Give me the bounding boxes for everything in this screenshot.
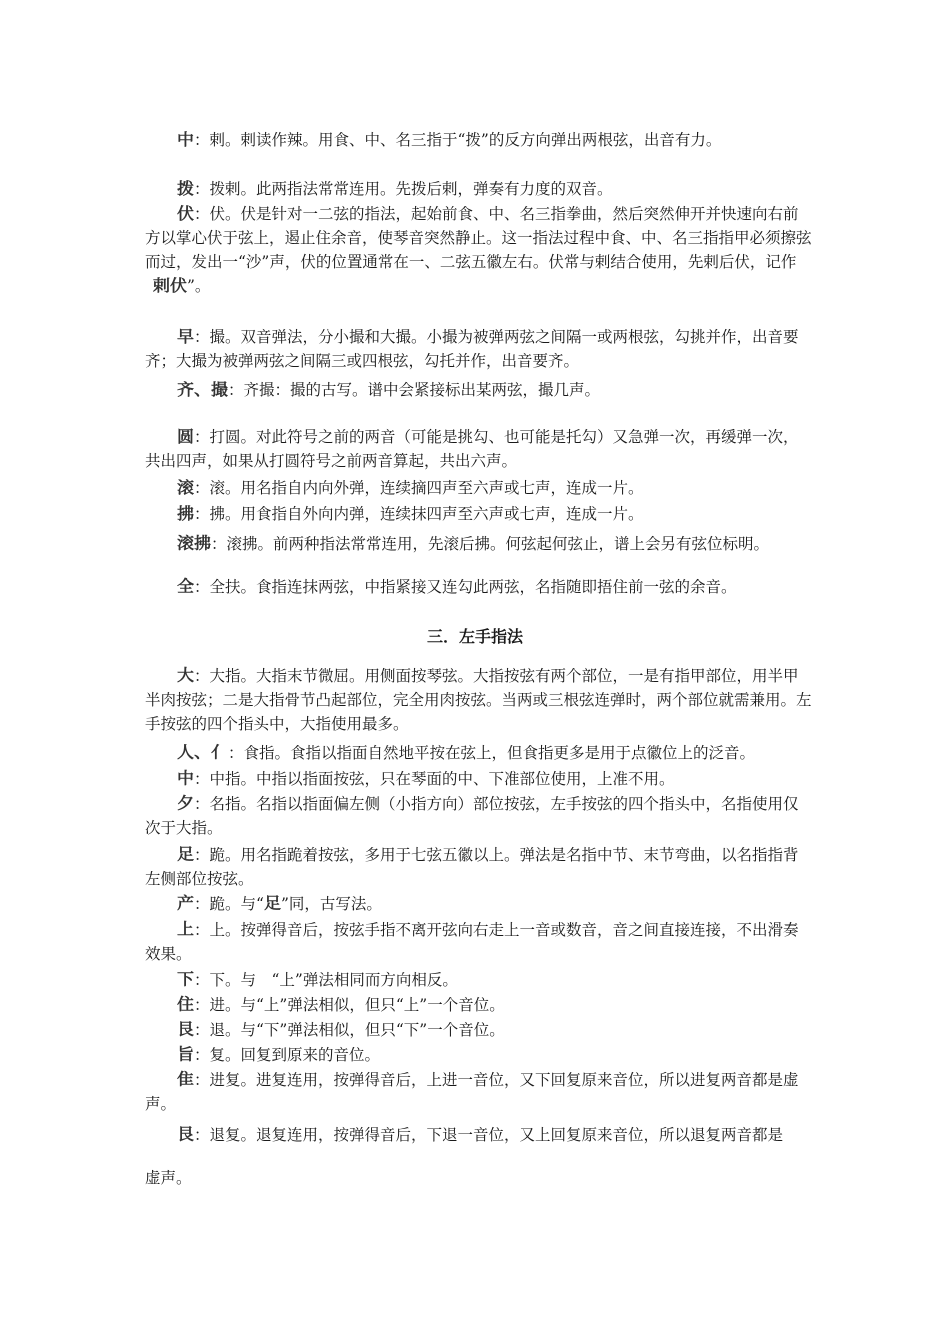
entry-kneel [145,843,813,891]
tablature-glyph: 旨 [177,1045,194,1065]
tablature-glyph: 中 [177,769,194,789]
tablature-glyph: 人、亻 [177,743,228,763]
tablature-glyph: 足 [177,845,194,865]
entry-text: ：食指。食指以指面自然地平按在弦上，但食指更多是用于点徽位上的泛音。 [228,744,756,762]
tablature-glyph: 艮 [177,1125,194,1145]
entry-text: ：退。与“下”弹法相似，但只“下”一个音位。 [194,1021,505,1039]
entry-text-tail: ”同，古写法。 [280,895,382,913]
tablature-glyph: 早 [177,327,194,347]
entry-gunfu [145,532,813,556]
tablature-glyph: 中 [177,130,194,150]
entry-index [145,741,813,765]
tablature-glyph: 大 [177,666,194,686]
entry-text: ：拂。用食指自外向内弹，连续抹四声至六声或七声，连成一片。 [194,505,644,523]
tablature-glyph: 齐、撮 [177,380,228,400]
entry-text: ：跪。与“ [194,895,264,913]
tablature-glyph: 隹 [177,1070,194,1090]
entry-dayuan [145,425,813,473]
tablature-glyph: 全 [177,577,194,597]
entry-text: ：伏。伏是针对一二弦的指法，起始前食、中、名三指拳曲，然后突然伸开并快速向右前方以掌心伏于弦上，遏止住余音，使琴音突然静止。这一指法过程中食、中、名三指指甲必须擦弦而过，发出一“沙”声，伏的位置通常在一、二弦五徽左右。伏常与剌结合使用，先剌后伏，记作 [145,205,812,271]
tablature-glyph: 伏 [177,204,194,224]
entry-text: ：名指。名指以指面偏左侧（小指方向）部位按弦，左手按弦的四个指头中，名指使用仅次于大指。 [145,795,799,837]
entry-quanfu [145,575,813,599]
tablature-glyph: 住 [177,995,194,1015]
entry-qicuo [145,378,813,402]
entry-jin [145,993,813,1017]
entry-tuifu-continued: 虚声。 [145,1169,192,1187]
entry-gun [145,476,813,500]
entry-jinfu [145,1068,813,1116]
entry-text: ：滚。用名指自内向外弹，连续摘四声至六声或七声，连成一片。 [194,479,644,497]
tablature-glyph: 拂 [177,504,194,524]
tablature-glyph: 圆 [177,427,194,447]
entry-text: ：进。与“上”弹法相似，但只“上”一个音位。 [194,996,505,1014]
entry-ring [145,792,813,840]
entry-text: ：打圆。对此符号之前的两音（可能是挑勾、也可能是托勾）又急弹一次，再缓弹一次，共出四声，如果从打圆符号之前两音算起，共出六声。 [145,428,799,470]
entry-text: ：进复。进复连用，按弹得音后，上进一音位，又下回复原来音位，所以进复两音都是虚声。 [145,1071,799,1113]
entry-text: ：滚拂。前两种指法常常连用，先滚后拂。何弦起何弦止，谱上会另有弦位标明。 [211,535,770,553]
entry-text: ：全扶。食指连抹两弦，中指紧接又连勾此两弦，名指随即捂住前一弦的余音。 [194,578,737,596]
tablature-glyph: 夕 [177,794,194,814]
entry-kneel-old [145,892,813,916]
entry-text: ：拨剌。此两指法常常连用。先拨后剌，弹奏有力度的双音。 [194,180,613,198]
tablature-glyph: 滚拂 [177,534,211,554]
entry-text: ：撮。双音弹法，分小撮和大撮。小撮为被弹两弦之间隔一或两根弦，勾挑并作，出音要齐；大撮为被弹两弦之间隔三或四根弦，勾托并作，出音要齐。 [145,328,799,370]
entry-text-tail: ”。 [187,277,211,295]
entry-fu [145,202,813,298]
tablature-glyph: 下 [177,970,194,990]
entry-text: ：跪。用名指跪着按弦，多用于七弦五徽以上。弹法是名指中节、末节弯曲，以名指指背左侧部位按弦。 [145,846,799,888]
tablature-glyph: 足 [263,894,281,914]
entry-text: ：复。回复到原来的音位。 [194,1046,381,1064]
entry-bola [145,177,813,201]
entry-xia [145,968,813,992]
entry-text: ：大指。大指末节微屈。用侧面按琴弦。大指按弦有两个部位，一是有指甲部位，用半甲半肉按弦；二是大指骨节凸起部位，完全用肉按弦。当两或三根弦连弹时，两个部位就需兼用。左手按弦的四个指头中，大指使用最多。 [145,667,812,733]
tablature-glyph: 产 [177,894,194,914]
entry-fu3 [145,1043,813,1067]
section-heading: 三．左手指法 [426,627,523,646]
entry-text: ：退复。退复连用，按弹得音后，下退一音位，又上回复原来音位，所以退复两音都是 [194,1126,784,1144]
entry-text: ：齐撮：撮的古写。谱中会紧接标出某两弦，撮几声。 [228,381,601,399]
entry-la [145,128,813,152]
tablature-glyph: 剌伏 [153,276,187,296]
entry-fu2 [145,502,813,526]
entry-text: ：下。与 “上”弹法相同而方向相反。 [194,971,458,989]
entry-cuo [145,325,813,373]
entry-tui [145,1018,813,1042]
entry-text: ：中指。中指以指面按弦，只在琴面的中、下准部位使用，上准不用。 [194,770,675,788]
entry-thumb [145,664,813,736]
tablature-glyph: 艮 [177,1020,194,1040]
entry-tuifu [145,1123,813,1147]
entry-middle [145,767,813,791]
tablature-glyph: 滚 [177,478,194,498]
tablature-glyph: 上 [177,920,194,940]
entry-text: ：剌。剌读作辣。用食、中、名三指于“拨”的反方向弹出两根弦，出音有力。 [194,131,722,149]
entry-shang [145,918,813,966]
entry-text: ：上。按弹得音后，按弦手指不离开弦向右走上一音或数音，音之间直接连接，不出滑奏效果。 [145,921,799,963]
tablature-glyph: 拨 [177,179,194,199]
